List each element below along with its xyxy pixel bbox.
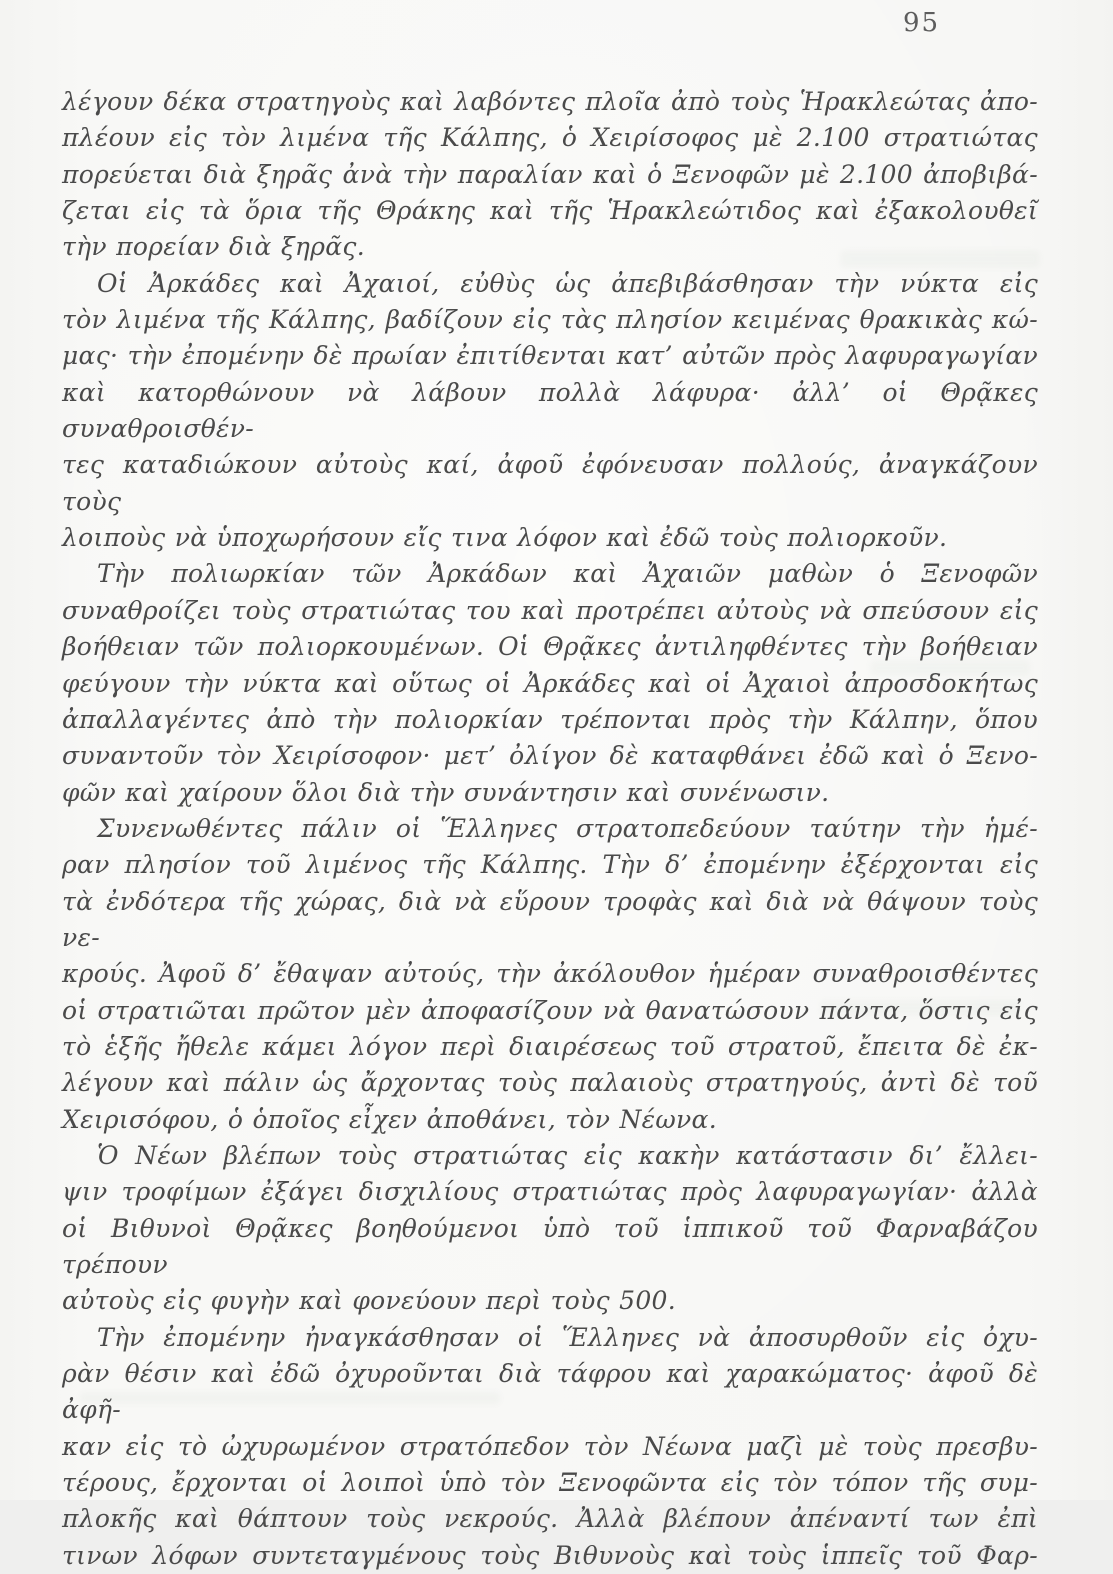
text-line: καν εἰς τὸ ὠχυρωμένον στρατόπεδον τὸν Νέωνα μαζὶ μὲ τοὺς πρεσβυ- [62, 1431, 1038, 1461]
text-line: Οἱ Ἀρκάδες καὶ Ἀχαιοί, εὐθὺς ὡς ἀπεβιβάσθησαν τὴν νύκτα εἰς [97, 268, 1038, 298]
text-line: οἱ Βιθυνοὶ Θρᾷκες βοηθούμενοι ὑπὸ τοῦ ἱππικοῦ τοῦ Φαρναβάζου τρέπουν [62, 1213, 1038, 1279]
text-line: ζεται εἰς τὰ ὅρια τῆς Θράκης καὶ τῆς Ἡρακλεώτιδος καὶ ἐξακολουθεῖ [62, 196, 1038, 226]
paragraph [62, 811, 1038, 1138]
text-line: βοήθειαν τῶν πολιορκουμένων. Οἱ Θρᾷκες ἀντιληφθέντες τὴν βοήθειαν [62, 632, 1038, 662]
text-line: φεύγουν τὴν νύκτα καὶ οὕτως οἱ Ἀρκάδες καὶ οἱ Ἀχαιοὶ ἀπροσδοκήτως [62, 668, 1038, 698]
text-line: Ὁ Νέων βλέπων τοὺς στρατιώτας εἰς κακὴν κατάστασιν δι’ ἔλλει- [97, 1140, 1038, 1170]
text-line: πλέουν εἰς τὸν λιμένα τῆς Κάλπης, ὁ Χειρίσοφος μὲ 2.100 στρατιώτας [62, 123, 1038, 153]
text-line: Συνενωθέντες πάλιν οἱ Ἕλληνες στρατοπεδεύουν ταύτην τὴν ἡμέ- [97, 813, 1038, 843]
text-line: τινων λόφων συντεταγμένους τοὺς Βιθυνοὺς καὶ τοὺς ἱππεῖς τοῦ Φαρ- [62, 1540, 1038, 1570]
text-line: τὴν πορείαν διὰ ξηρᾶς. [62, 232, 365, 262]
text-line: συναντοῦν τὸν Χειρίσοφον· μετ’ ὀλίγον δὲ καταφθάνει ἐδῶ καὶ ὁ Ξενο- [62, 741, 1038, 771]
text-line: συναθροίζει τοὺς στρατιώτας του καὶ προτρέπει αὐτοὺς νὰ σπεύσουν εἰς [62, 595, 1038, 625]
paragraph [62, 1138, 1038, 1320]
text-block [62, 84, 1038, 1574]
text-line: Τὴν πολιωρκίαν τῶν Ἀρκάδων καὶ Ἀχαιῶν μαθὼν ὁ Ξενοφῶν [97, 559, 1038, 589]
text-line: ραν πλησίον τοῦ λιμένος τῆς Κάλπης. Τὴν δ’ ἐπομένην ἐξέρχονται εἰς [62, 850, 1038, 880]
text-line: πλοκῆς καὶ θάπτουν τοὺς νεκρούς. Ἀλλὰ βλέπουν ἀπέναντί των ἐπὶ [62, 1504, 1038, 1534]
text-line: φῶν καὶ χαίρουν ὅλοι διὰ τὴν συνάντησιν καὶ συνένωσιν. [62, 777, 830, 807]
text-line: ἀπαλλαγέντες ἀπὸ τὴν πολιορκίαν τρέπονται πρὸς τὴν Κάλπην, ὅπου [62, 704, 1038, 734]
text-line: Τὴν ἐπομένην ἠναγκάσθησαν οἱ Ἕλληνες νὰ ἀποσυρθοῦν εἰς ὀχυ- [97, 1322, 1038, 1352]
text-line: λοιποὺς νὰ ὑποχωρήσουν εἴς τινα λόφον καὶ ἐδῶ τοὺς πολιορκοῦν. [62, 523, 948, 553]
text-line: λέγουν καὶ πάλιν ὡς ἄρχοντας τοὺς παλαιοὺς στρατηγούς, ἀντὶ δὲ τοῦ [62, 1068, 1038, 1098]
text-line: καὶ κατορθώνουν νὰ λάβουν πολλὰ λάφυρα· ἀλλ’ οἱ Θρᾷκες συναθροισθέν- [62, 377, 1038, 444]
text-line: Χειρισόφου, ὁ ὁποῖος εἶχεν ἀποθάνει, τὸν Νέωνα. [62, 1104, 717, 1134]
text-line: ψιν τροφίμων ἐξάγει δισχιλίους στρατιώτας πρὸς λαφυραγωγίαν· ἀλλὰ [62, 1177, 1038, 1207]
text-line: αὐτοὺς εἰς φυγὴν καὶ φονεύουν περὶ τοὺς 500. [62, 1286, 677, 1316]
text-line: μας· τὴν ἐπομένην δὲ πρωίαν ἐπιτίθενται κατ’ αὐτῶν πρὸς λαφυραγωγίαν [62, 341, 1038, 371]
text-line: τὸ ἑξῆς ἤθελε κάμει λόγον περὶ διαιρέσεως τοῦ στρατοῦ, ἔπειτα δὲ ἐκ- [62, 1031, 1038, 1061]
text-line: λέγουν δέκα στρατηγοὺς καὶ λαβόντες πλοῖα ἀπὸ τοὺς Ἡρακλεώτας ἀπο- [62, 87, 1038, 116]
text-line: τέρους, ἔρχονται οἱ λοιποὶ ὑπὸ τὸν Ξενοφῶντα εἰς τὸν τόπον τῆς συμ- [62, 1468, 1038, 1498]
text-line: οἱ στρατιῶται πρῶτον μὲν ἀποφασίζουν νὰ θανατώσουν πάντα, ὅστις εἰς [62, 995, 1038, 1025]
text-line: τὰ ἐνδότερα τῆς χώρας, διὰ νὰ εὕρουν τροφὰς καὶ διὰ νὰ θάψουν τοὺς νε- [62, 886, 1038, 952]
paragraph [62, 1320, 1038, 1574]
paragraph [62, 266, 1038, 557]
text-line: πορεύεται διὰ ξηρᾶς ἀνὰ τὴν παραλίαν καὶ ὁ Ξενοφῶν μὲ 2.100 ἀποβιβά- [62, 159, 1038, 189]
text-line: ρὰν θέσιν καὶ ἐδῶ ὀχυροῦνται διὰ τάφρου καὶ χαρακώματος· ἀφοῦ δὲ ἀφῆ- [62, 1359, 1038, 1425]
page-number: 95 [903, 8, 941, 38]
text-line: τὸν λιμένα τῆς Κάλπης, βαδίζουν εἰς τὰς πλησίον κειμένας θρακικὰς κώ- [62, 305, 1038, 335]
text-line: τες καταδιώκουν αὐτοὺς καί, ἀφοῦ ἐφόνευσαν πολλούς, ἀναγκάζουν τοὺς [62, 450, 1038, 516]
paragraph [62, 556, 1038, 810]
text-line: κρούς. Ἀφοῦ δ’ ἔθαψαν αὐτούς, τὴν ἀκόλουθον ἡμέραν συναθροισθέντες [62, 959, 1038, 989]
paragraph [62, 84, 1038, 266]
